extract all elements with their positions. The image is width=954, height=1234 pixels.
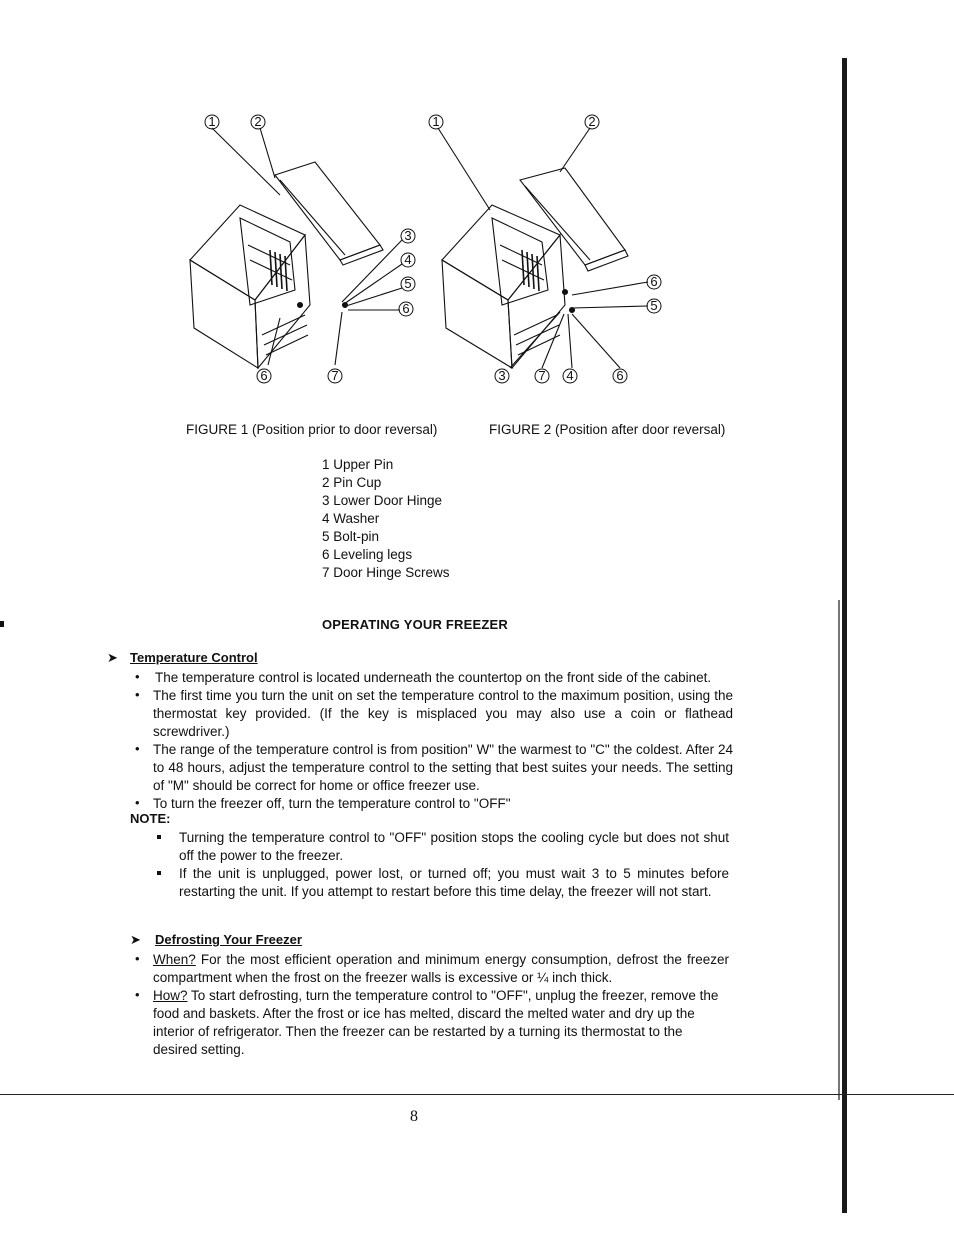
figure-1-drawing — [190, 128, 402, 368]
legend-item: 6 Leveling legs — [322, 547, 413, 562]
svg-text:4: 4 — [566, 368, 574, 383]
figure-2-caption: FIGURE 2 (Position after door reversal) — [489, 422, 726, 437]
footer-rule — [0, 1094, 954, 1095]
note-2: If the unit is unplugged, power lost, or turned off; you must wait 3 to 5 minutes before restarting the unit. If you attempt to restart before this time delay, the freezer will not start. — [179, 866, 729, 899]
defrost-heading: Defrosting Your Freezer — [155, 932, 302, 947]
defrost-how: How? To start defrosting, turn the temperature control to "OFF", unplug the freezer, remove the food and baskets. After the frost or ice has melted, discard the melted water and dry up the interior of refrigerator. Then the freezer can be restarted by a turning its thermostat to the desired setting. — [153, 988, 719, 1057]
bullet-icon: • — [135, 951, 140, 966]
legend-item: 3 Lower Door Hinge — [322, 493, 443, 508]
svg-text:7: 7 — [331, 368, 339, 383]
fig2-callout-3 — [495, 368, 509, 383]
bullet-icon: • — [135, 669, 140, 684]
door-reversal-figures — [180, 100, 700, 400]
legend-item: 7 Door Hinge Screws — [322, 565, 450, 580]
fig2-callout-6b — [613, 368, 627, 383]
temperature-bullet-3: The range of the temperature control is from position" W" the warmest to "C" the coldest. After 24 to 48 hours, adjust the temperature control to the setting that best suites your needs. The setting of "M" should be correct for home or office freezer use. — [153, 742, 733, 793]
svg-text:5: 5 — [650, 298, 658, 313]
fig2-callout-2 — [585, 114, 599, 129]
arrow-bullet-icon: ➤ — [130, 932, 141, 947]
square-bullet-icon — [157, 871, 161, 875]
bullet-icon: • — [135, 795, 140, 810]
svg-text:1: 1 — [208, 114, 216, 129]
svg-text:3: 3 — [404, 228, 412, 243]
fig2-callout-4 — [563, 368, 577, 383]
svg-text:6: 6 — [616, 368, 624, 383]
page-number: 8 — [410, 1108, 418, 1125]
section-title: OPERATING YOUR FREEZER — [322, 617, 508, 632]
svg-text:6: 6 — [260, 368, 268, 383]
legend-item: 2 Pin Cup — [322, 475, 382, 490]
fig2-callout-6a — [647, 274, 661, 289]
svg-text:5: 5 — [404, 276, 412, 291]
temperature-bullet-2: The first time you turn the unit on set the temperature control to the maximum position, using the thermostat key provided. (If the key is misplaced you may also use a coin or flathead screwdriver.) — [153, 688, 733, 739]
figure-2-drawing — [438, 128, 648, 368]
temperature-bullet-1: The temperature control is located underneath the countertop on the front side of the cabinet. — [155, 670, 712, 685]
legend-item: 5 Bolt-pin — [322, 529, 380, 544]
svg-text:2: 2 — [254, 114, 262, 129]
fig1-callout-6a — [399, 301, 413, 316]
defrost-when: When? For the most efficient operation and minimum energy consumption, defrost the freezer compartment when the frost on the freezer walls is excessive or ¼ inch thick. — [153, 952, 729, 985]
scan-edge-shadow — [838, 600, 840, 1100]
fig2-callout-7 — [535, 368, 549, 383]
legend-item: 4 Washer — [322, 511, 380, 526]
figure-1-caption: FIGURE 1 (Position prior to door reversal) — [186, 422, 438, 437]
svg-text:4: 4 — [404, 252, 412, 267]
svg-text:6: 6 — [650, 274, 658, 289]
fig1-callout-6b — [257, 368, 271, 383]
scan-edge-bar — [842, 58, 847, 1213]
temperature-bullet-4: To turn the freezer off, turn the temperature control to "OFF" — [153, 796, 511, 811]
svg-text:3: 3 — [498, 368, 506, 383]
bullet-icon: • — [135, 741, 140, 756]
arrow-bullet-icon: ➤ — [107, 650, 118, 665]
fig1-callout-3 — [401, 228, 415, 243]
temperature-heading: Temperature Control — [130, 650, 258, 665]
fig1-callout-7 — [328, 368, 342, 383]
fig2-callout-5 — [647, 298, 661, 313]
note-label: NOTE: — [130, 811, 171, 826]
svg-text:1: 1 — [432, 114, 440, 129]
fig1-callout-2 — [251, 114, 265, 129]
fig1-callout-1 — [205, 114, 219, 129]
note-1: Turning the temperature control to "OFF" position stops the cooling cycle but does not shut off the power to the freezer. — [179, 830, 729, 863]
svg-text:7: 7 — [538, 368, 546, 383]
svg-text:6: 6 — [402, 301, 410, 316]
bullet-icon: • — [135, 687, 140, 702]
fig1-callout-5 — [401, 276, 415, 291]
bullet-icon: • — [135, 987, 140, 1002]
fig2-callout-1 — [429, 114, 443, 129]
svg-text:2: 2 — [588, 114, 596, 129]
parts-legend — [322, 456, 450, 582]
legend-item: 1 Upper Pin — [322, 457, 394, 472]
square-bullet-icon — [157, 835, 161, 839]
fig1-callout-4 — [401, 252, 415, 267]
scan-mark — [0, 621, 4, 627]
